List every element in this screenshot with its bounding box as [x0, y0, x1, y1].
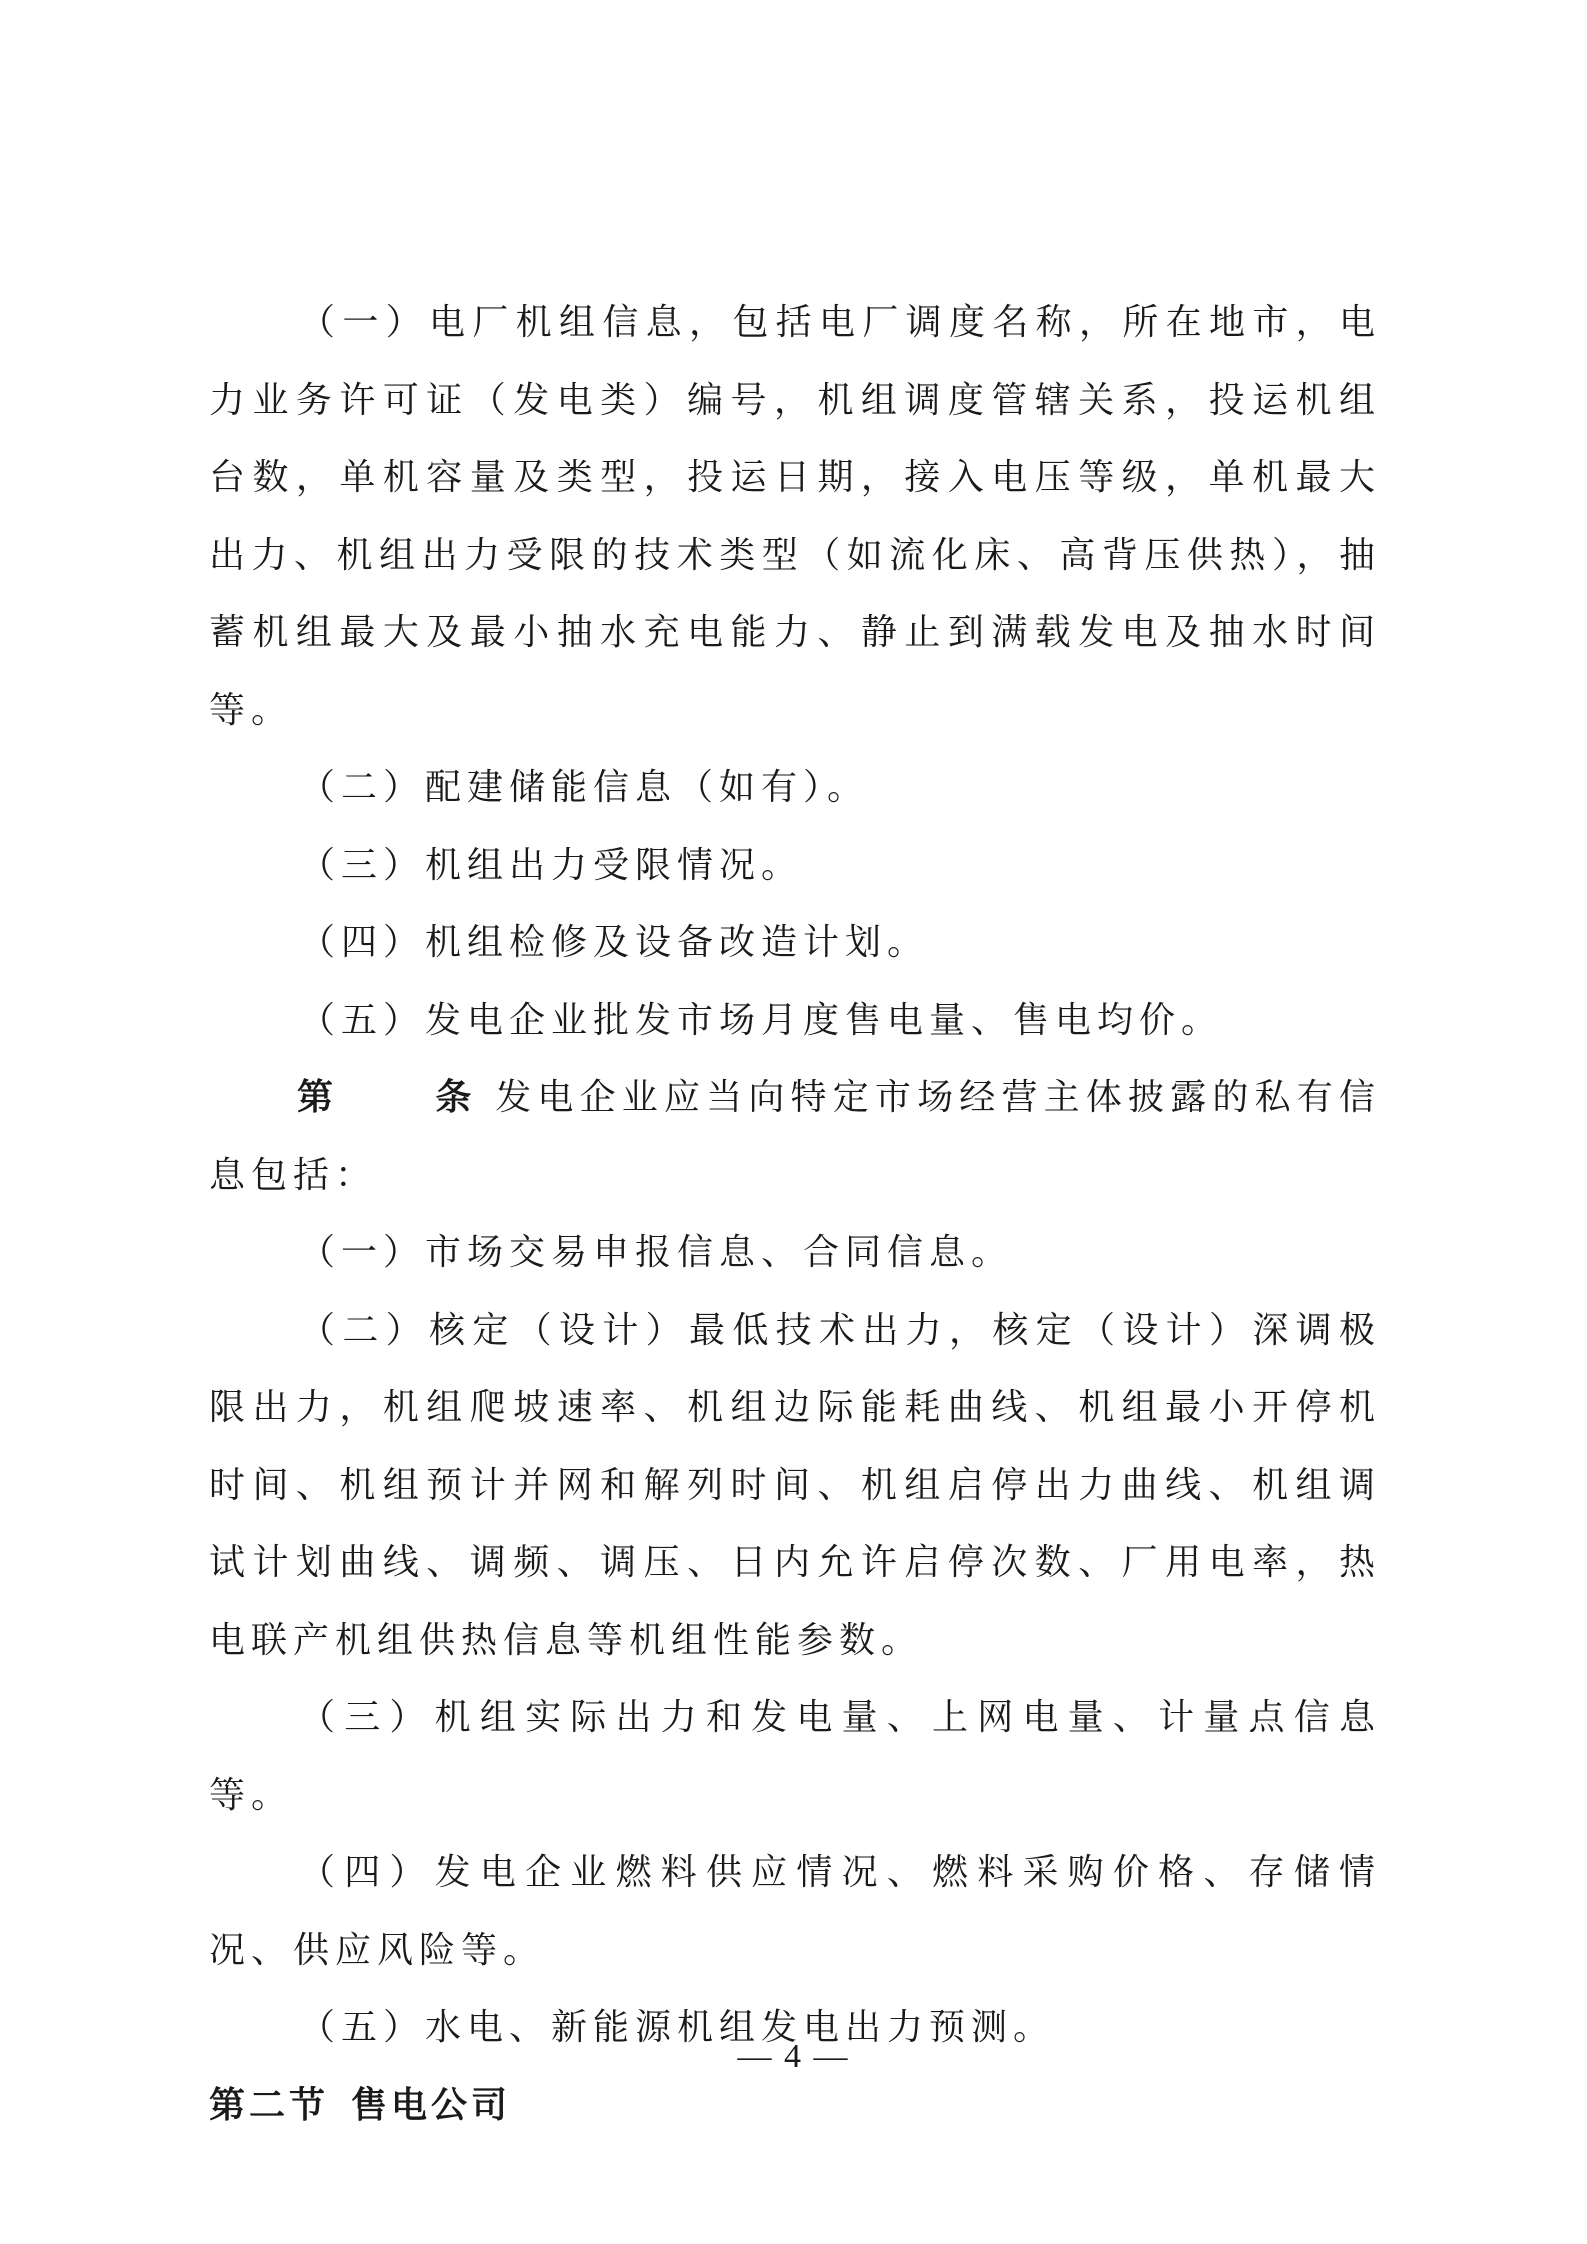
list-item: （三）机组实际出力和发电量、上网电量、计量点信息等。 — [209, 1697, 1381, 1816]
list-item: （二）配建储能信息（如有）。 — [299, 767, 870, 808]
section-number: 第二节 — [209, 2083, 330, 2126]
list-item: （一）电厂机组信息，包括电厂调度名称，所在地市，电力业务许可证（发电类）编号，机组调度管辖关系，投运机组台数，单机容量及类型，投运日期，接入电压等级，单机最大出力、机组出力受限的技术类型（如流化床、高背压供热），抽蓄机组最大及最小抽水充电能力、静止到满载发电及抽水时间等。 — [209, 302, 1381, 731]
article-paragraph — [209, 1059, 1381, 1214]
article-number-suffix: 条 — [435, 1076, 478, 1118]
section-name: 售电公司 — [351, 2083, 512, 2126]
page-number: — 4 — — [737, 2038, 850, 2075]
list-item: （五）水电、新能源机组发电出力预测。 — [299, 2007, 1056, 2048]
list-item: （四）发电企业燃料供应情况、燃料采购价格、存储情况、供应风险等。 — [209, 1852, 1381, 1971]
list-item: （四）机组检修及设备改造计划。 — [299, 922, 930, 963]
article-text: 发电企业应当向特定市场经营主体披露的私有信息包括： — [209, 1077, 1381, 1196]
list-item: （一）市场交易申报信息、合同信息。 — [299, 1232, 1014, 1273]
document-body — [209, 284, 1381, 2144]
list-item: （五）发电企业批发市场月度售电量、售电均价。 — [299, 999, 1224, 1041]
section-title — [209, 2067, 1381, 2145]
article-spacer — [478, 1077, 496, 1118]
list-item: （二）核定（设计）最低技术出力，核定（设计）深调极限出力，机组爬坡速率、机组边际能耗曲线、机组最小开停机时间、机组预计并网和解列时间、机组启停出力曲线、机组调试计划曲线、调频、调压、日内允许启停次数、厂用电率，热电联产机组供热信息等机组性能参数。 — [209, 1309, 1381, 1661]
article-number-prefix: 第 — [297, 1076, 340, 1118]
list-item: （三）机组出力受限情况。 — [299, 844, 804, 886]
